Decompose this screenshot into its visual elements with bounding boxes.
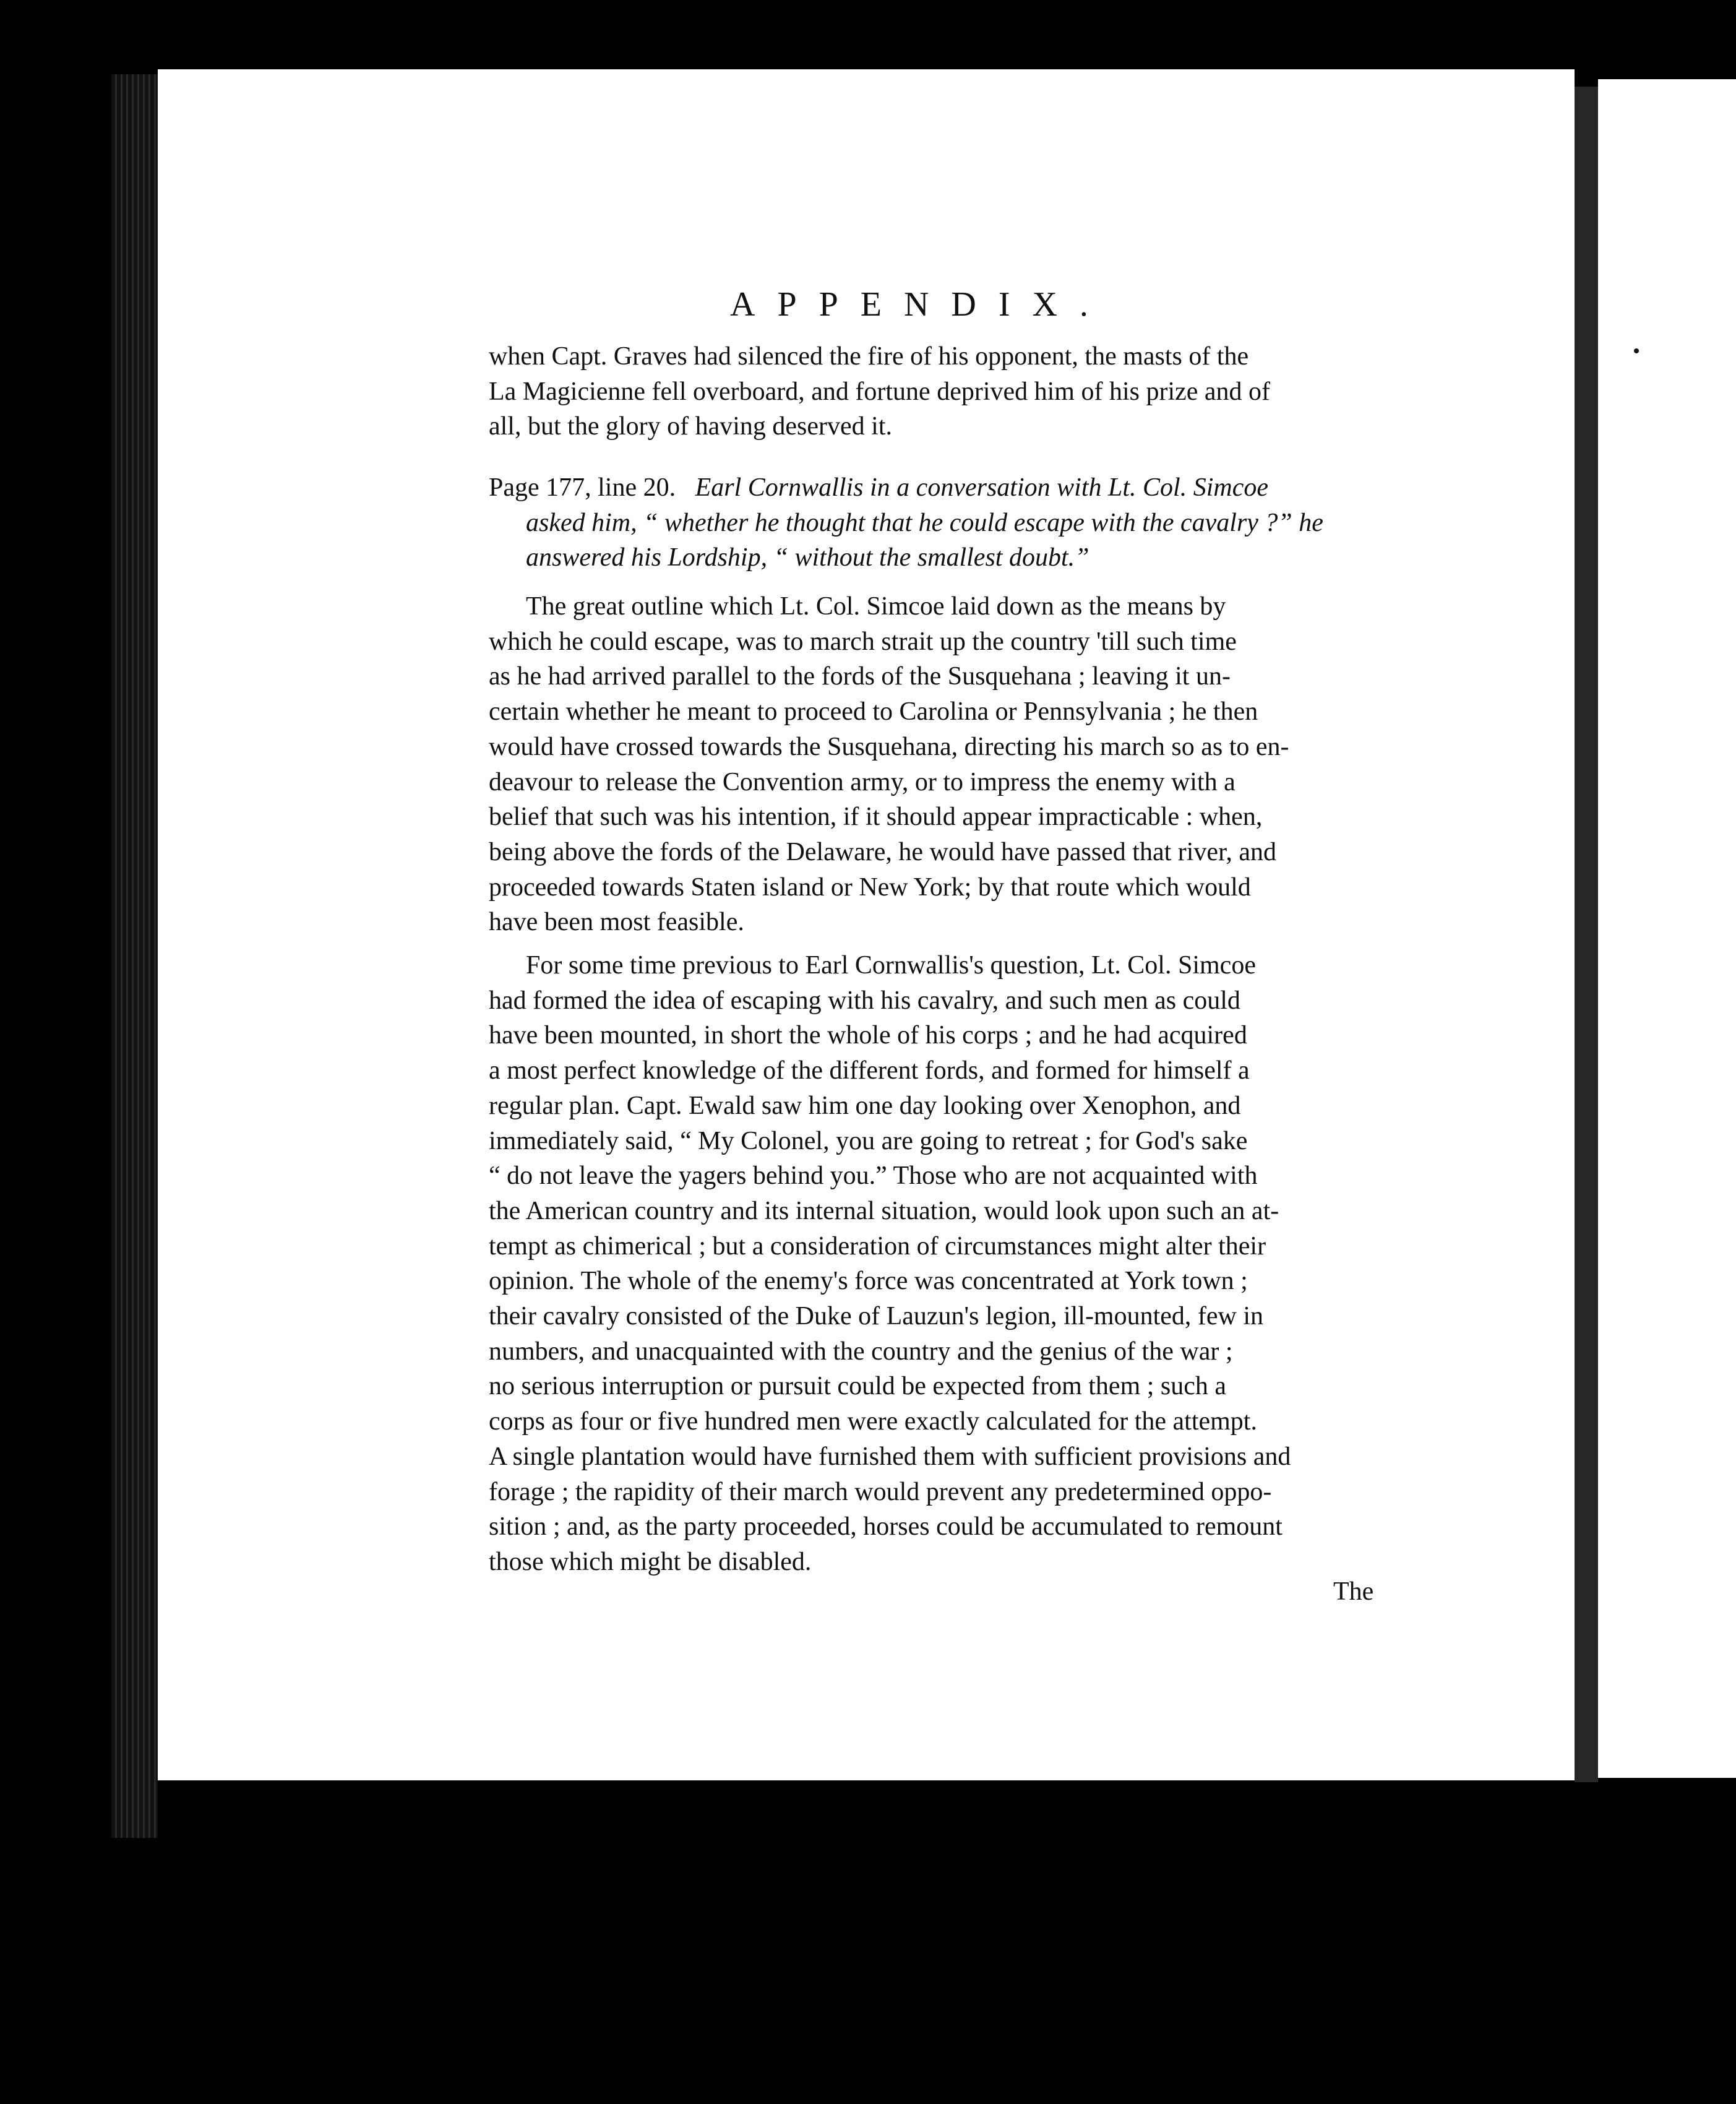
text-line: a most perfect knowledge of the different fords, and formed for himself a: [489, 1056, 1250, 1085]
text-line: the American country and its internal situation, would look upon such an at-: [489, 1196, 1279, 1225]
paragraph-outline: [489, 589, 1392, 940]
facing-page: [1598, 79, 1736, 1778]
text-line: La Magicienne fell overboard, and fortune deprived him of his prize and of: [489, 377, 1271, 406]
text-line: as he had arrived parallel to the fords of the Susquehana ; leaving it un-: [489, 662, 1231, 691]
note-quote-line: asked him, “ whether he thought that he could escape with the cavalry ?” he: [526, 508, 1323, 537]
text-line: For some time previous to Earl Cornwallis's question, Lt. Col. Simcoe: [526, 951, 1256, 980]
text-line: forage ; the rapidity of their march would prevent any predetermined oppo-: [489, 1477, 1272, 1506]
text-line: their cavalry consisted of the Duke of Lauzun's legion, ill-mounted, few in: [489, 1302, 1264, 1331]
text-line: have been most feasible.: [489, 908, 744, 937]
text-line: certain whether he meant to proceed to Carolina or Pennsylvania ; he then: [489, 697, 1258, 726]
note-quote-line: answered his Lordship, “ without the smallest doubt.”: [526, 543, 1089, 572]
text-line: opinion. The whole of the enemy's force was concentrated at York town ;: [489, 1267, 1248, 1296]
text-line: all, but the glory of having deserved it.: [489, 412, 893, 441]
text-line: corps as four or five hundred men were exactly calculated for the attempt.: [489, 1407, 1257, 1436]
note-quote-line: Earl Cornwallis in a conversation with Lt. Col. Simcoe: [695, 473, 1268, 502]
text-line: proceeded towards Staten island or New York; by that route which would: [489, 873, 1251, 902]
text-line: which he could escape, was to march strait up the country 'till such time: [489, 627, 1237, 656]
text-line: A single plantation would have furnished them with sufficient provisions and: [489, 1442, 1291, 1471]
ink-speck: [1634, 348, 1639, 353]
text-line: those which might be disabled.: [489, 1547, 812, 1576]
text-line: tempt as chimerical ; but a consideration of circumstances might alter their: [489, 1231, 1266, 1261]
text-line: would have crossed towards the Susquehana, directing his march so as to en-: [489, 732, 1289, 761]
note-first-line: [489, 470, 1392, 506]
text-line: regular plan. Capt. Ewald saw him one day looking over Xenophon, and: [489, 1091, 1241, 1120]
page-reference-note: [489, 470, 1392, 576]
paragraph-escape-plan: [489, 948, 1392, 1580]
text-line: have been mounted, in short the whole of his corps ; and he had acquired: [489, 1021, 1247, 1050]
text-line: no serious interruption or pursuit could be expected from them ; such a: [489, 1372, 1227, 1401]
text-line: sition ; and, as the party proceeded, horses could be accumulated to remount: [489, 1512, 1283, 1541]
text-line: being above the fords of the Delaware, he would have passed that river, and: [489, 837, 1277, 866]
text-line: immediately said, “ My Colonel, you are going to retreat ; for God's sake: [489, 1126, 1248, 1155]
catchword: The: [1333, 1577, 1374, 1606]
text-line: The great outline which Lt. Col. Simcoe laid down as the means by: [526, 592, 1226, 621]
text-line: deavour to release the Convention army, or to impress the enemy with a: [489, 767, 1235, 796]
text-line: had formed the idea of escaping with his cavalry, and such men as could: [489, 986, 1240, 1015]
continuation-paragraph: [489, 339, 1392, 444]
text-line: numbers, and unacquainted with the country and the genius of the war ;: [489, 1337, 1233, 1366]
book-spine-edge: [111, 74, 158, 1838]
page-gutter-shadow: [1575, 87, 1598, 1782]
text-line: when Capt. Graves had silenced the fire of his opponent, the masts of the: [489, 342, 1249, 371]
page-header: APPENDIX.: [730, 285, 1111, 324]
page-reference: Page 177, line 20.: [489, 473, 676, 502]
text-line: “ do not leave the yagers behind you.” Those who are not acquainted with: [489, 1162, 1258, 1191]
text-line: belief that such was his intention, if it should appear impracticable : when,: [489, 803, 1263, 832]
